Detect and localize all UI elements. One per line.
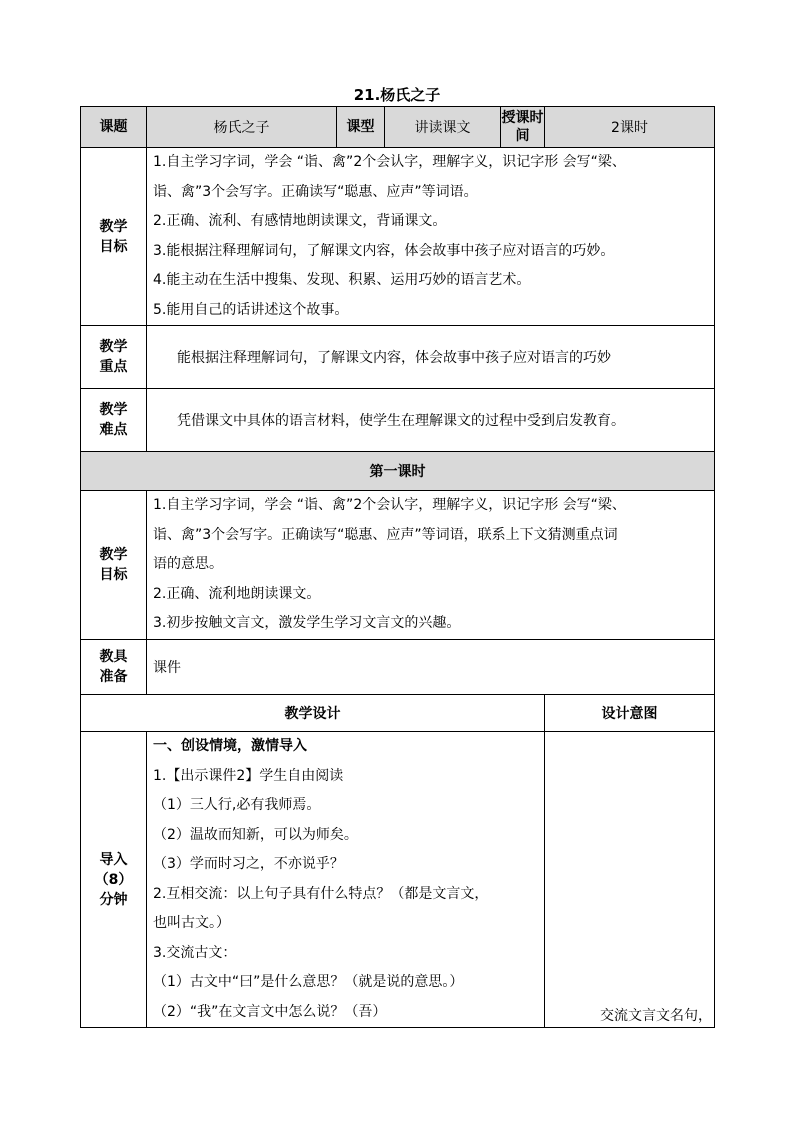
first-goals-row bbox=[81, 491, 715, 640]
topic-label: 课题 bbox=[81, 107, 147, 148]
tools-row bbox=[81, 640, 715, 695]
goals-line: 2.正确、流利、有感情地朗读课文，背诵课文。 bbox=[153, 213, 447, 229]
first-goals-line: 1.自主学习字词，学会 “诣、禽”2个会认字，理解字义，识记字形 会写“梁、 bbox=[153, 497, 626, 514]
first-goals-line: 3.初步按触文言文，激发学生学习文言文的兴趣。 bbox=[153, 615, 461, 632]
time-label: 授课时间 bbox=[501, 107, 545, 148]
design-line: 也叫古文。） bbox=[153, 915, 230, 931]
tools-value: 课件 bbox=[147, 640, 715, 695]
time-value: 2课时 bbox=[545, 107, 715, 148]
goals-row bbox=[81, 148, 715, 326]
design-line: （1）三人行,必有我师焉。 bbox=[153, 797, 321, 813]
goals-content bbox=[147, 148, 715, 326]
tools-label-text: 教具准备 bbox=[99, 649, 128, 685]
topic-value: 杨氏之子 bbox=[147, 107, 337, 148]
goals-line: 4.能主动在生活中搜集、发现、积累、运用巧妙的语言艺术。 bbox=[153, 272, 531, 288]
first-goals-line: 语的意思。 bbox=[153, 556, 223, 573]
difficulties-text: 凭借课文中具体的语言材料，使学生在理解课文的过程中受到启发教育。 bbox=[147, 389, 715, 452]
design-line: （2）“我”在文言文中怎么说？（吾） bbox=[153, 1003, 387, 1020]
intent-header: 设计意图 bbox=[545, 695, 715, 732]
design-content bbox=[147, 732, 545, 1028]
lesson-plan-table bbox=[80, 106, 715, 1028]
difficulties-row bbox=[81, 389, 715, 452]
design-line: （3）学而时习之，不亦说乎？ bbox=[153, 856, 344, 872]
design-line: 一、创设情境，激情导入 bbox=[153, 738, 307, 754]
type-label: 课型 bbox=[337, 107, 385, 148]
first-goals-label-text: 教学目标 bbox=[99, 547, 128, 583]
design-line: （2）温故而知新，可以为师矣。 bbox=[153, 826, 358, 843]
design-line: 1.【出示课件2】学生自由阅读 bbox=[153, 767, 344, 784]
first-lesson-heading-row bbox=[81, 452, 715, 491]
key-points-label bbox=[81, 326, 147, 389]
goals-label bbox=[81, 148, 147, 326]
design-line: 3.交流古文： bbox=[153, 944, 237, 961]
design-header: 教学设计 bbox=[81, 695, 545, 732]
goals-line: 3.能根据注释理解词句，了解课文内容，体会故事中孩子应对语言的巧妙。 bbox=[153, 242, 615, 259]
key-points-row bbox=[81, 326, 715, 389]
first-lesson-heading: 第一课时 bbox=[81, 452, 715, 491]
intent-content: 交流文言文名句， bbox=[545, 732, 715, 1028]
design-line: 2.互相交流：以上句子具有什么特点？（都是文言文， bbox=[153, 885, 489, 902]
header-row bbox=[81, 107, 715, 148]
goals-line: 5.能用自己的话讲述这个故事。 bbox=[153, 301, 349, 318]
goals-label-text: 教学目标 bbox=[99, 218, 128, 255]
design-line: （1）古文中“曰”是什么意思？（就是说的意思。） bbox=[153, 974, 464, 990]
difficulties-label bbox=[81, 389, 147, 452]
goals-line: 1.自主学习字词，学会 “诣、禽”2个会认字，理解字义，识记字形 会写“梁、 bbox=[153, 154, 626, 170]
key-points-text: 能根据注释理解词句，了解课文内容，体会故事中孩子应对语言的巧妙 bbox=[147, 326, 715, 389]
first-goals-line: 诣、禽”3个会写字。正确读写“聪惠、应声”等词语，联系上下文猜测重点词 bbox=[153, 526, 618, 543]
key-points-label-text: 教学重点 bbox=[99, 339, 128, 375]
stage-label bbox=[81, 732, 147, 1028]
page-title: 21.杨氏之子 bbox=[353, 86, 441, 104]
tools-label bbox=[81, 640, 147, 695]
design-header-row bbox=[81, 695, 715, 732]
difficulties-label-text: 教学难点 bbox=[99, 402, 128, 438]
stage-label-text: 导入（8）分钟 bbox=[94, 851, 133, 908]
type-value: 讲读课文 bbox=[385, 107, 501, 148]
intro-stage-row bbox=[81, 732, 715, 1028]
goals-line: 诣、禽”3个会写字。正确读写“聪惠、应声”等词语。 bbox=[153, 183, 478, 200]
first-goals-line: 2.正确、流利地朗读课文。 bbox=[153, 585, 321, 602]
first-goals-label bbox=[81, 491, 147, 640]
first-goals-content bbox=[147, 491, 715, 640]
